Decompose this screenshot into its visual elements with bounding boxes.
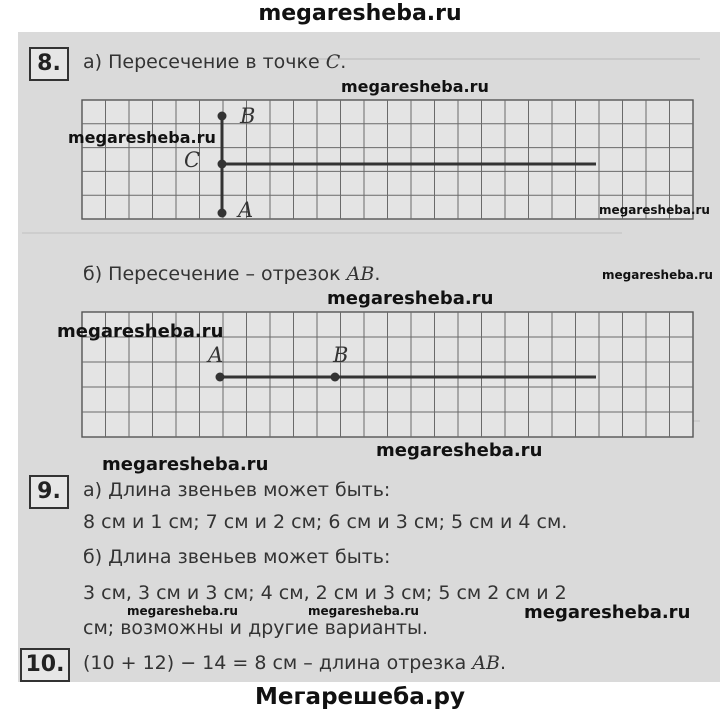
task-8b-suffix: . xyxy=(374,263,381,285)
task-number-9: 9. xyxy=(29,475,69,509)
label-b: B xyxy=(240,104,256,128)
task-8a-suffix: . xyxy=(340,51,347,73)
watermark: megaresheba.ru xyxy=(68,128,216,147)
task-8b-point: AB xyxy=(346,263,375,285)
task-9b-title: б) Длина звеньев может быть: xyxy=(83,546,391,568)
grid-figure-1 xyxy=(82,100,693,219)
task-9a-values: 8 см и 1 см; 7 см и 2 см; 6 см и 3 см; 5 см и 4 см. xyxy=(83,511,568,533)
task-9b-line-2: см; возможны и другие варианты. xyxy=(83,617,428,639)
task-9a-title: а) Длина звеньев может быть: xyxy=(83,479,391,501)
site-footer[interactable]: Мегарешеба.ру xyxy=(255,684,465,710)
watermark: megaresheba.ru xyxy=(57,321,224,342)
task-8b-prefix: б) Пересечение – отрезок xyxy=(83,263,347,285)
watermark: megaresheba.ru xyxy=(524,602,691,623)
task-number-10: 10. xyxy=(20,648,70,682)
label-a-2: A xyxy=(208,343,224,367)
task-10-formula-point: AB xyxy=(472,652,500,674)
watermark: megaresheba.ru xyxy=(599,203,710,217)
label-a: A xyxy=(238,198,254,222)
task-10-formula-suffix: . xyxy=(499,652,507,674)
task-8a-point: C xyxy=(325,51,341,73)
watermark: megaresheba.ru xyxy=(102,454,269,475)
task-10-formula-text: (10 + 12) − 14 = 8 см – длина отрезка xyxy=(83,652,473,674)
watermark: megaresheba.ru xyxy=(327,288,494,309)
task-8a-prefix: а) Пересечение в точке xyxy=(83,51,326,73)
site-header[interactable]: megaresheba.ru xyxy=(258,1,462,26)
watermark: megaresheba.ru xyxy=(376,440,543,461)
watermark: megaresheba.ru xyxy=(602,268,713,282)
point-b-2 xyxy=(331,373,340,382)
point-c xyxy=(218,160,227,169)
task-8b-text xyxy=(83,263,380,285)
task-10-formula xyxy=(83,652,506,674)
label-b-2: B xyxy=(333,343,349,367)
label-c: C xyxy=(184,148,201,172)
point-a xyxy=(218,209,227,218)
point-b xyxy=(218,112,227,121)
task-number-8: 8. xyxy=(29,47,69,81)
point-a-2 xyxy=(216,373,225,382)
task-9b-line-1: 3 см, 3 см и 3 см; 4 см, 2 см и 3 см; 5 см 2 см и 2 xyxy=(83,582,567,604)
watermark: megaresheba.ru xyxy=(341,77,489,96)
watermark: megaresheba.ru xyxy=(308,604,419,618)
watermark: megaresheba.ru xyxy=(127,604,238,618)
